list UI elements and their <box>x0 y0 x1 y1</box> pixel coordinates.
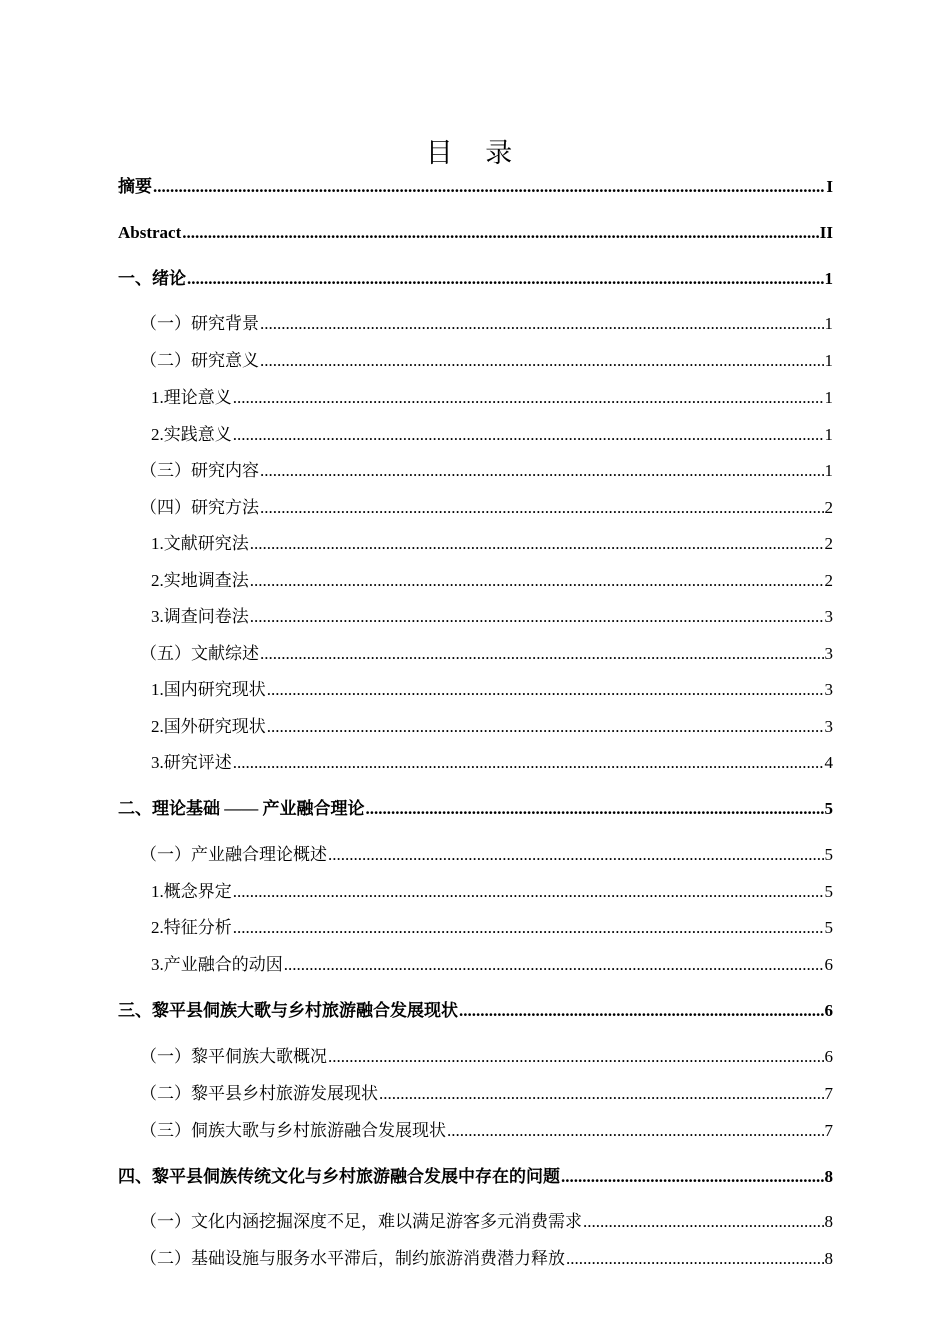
toc-entry[interactable] <box>118 268 833 290</box>
toc-entry[interactable] <box>118 798 833 820</box>
toc-page-number: 1 <box>824 314 833 333</box>
toc-dot-leader <box>366 798 824 820</box>
toc-page-number: 5 <box>824 799 833 818</box>
toc-entry-label: （一）黎平侗族大歌概况 <box>140 1047 327 1066</box>
toc-dot-leader <box>233 387 824 409</box>
toc-entry[interactable] <box>140 1083 833 1105</box>
toc-entry-label: 1.文献研究法 <box>151 534 249 553</box>
toc-page-number: 8 <box>824 1212 833 1231</box>
toc-entry-label: （二）研究意义 <box>140 351 259 370</box>
toc-entry-label: 2.实地调查法 <box>151 571 249 590</box>
toc-entry-label: 一、绪论 <box>118 269 186 288</box>
toc-dot-leader <box>447 1120 824 1142</box>
toc-title: 目 录 <box>425 138 525 169</box>
toc-dot-leader <box>583 1211 824 1233</box>
toc-entry-label: （二）基础设施与服务水平滞后，制约旅游消费潜力释放 <box>140 1249 565 1268</box>
toc-entry-label: （一）产业融合理论概述 <box>140 845 327 864</box>
toc-page-number: 1 <box>824 269 833 288</box>
toc-dot-leader <box>267 679 824 701</box>
toc-page-number: 1 <box>824 461 833 480</box>
toc-page-number: 5 <box>824 918 833 937</box>
toc-entry[interactable] <box>118 1166 833 1188</box>
toc-dot-leader <box>267 716 824 738</box>
toc-entry-label: （三）侗族大歌与乡村旅游融合发展现状 <box>140 1121 446 1140</box>
toc-dot-leader <box>233 424 824 446</box>
toc-entry-label: 2.国外研究现状 <box>151 717 266 736</box>
toc-page-number: 6 <box>824 955 833 974</box>
toc-entry[interactable] <box>151 917 833 939</box>
toc-entry-label: 3.研究评述 <box>151 753 232 772</box>
toc-entry[interactable] <box>140 1211 833 1233</box>
toc-dot-leader <box>233 752 824 774</box>
toc-dot-leader <box>250 570 824 592</box>
toc-entry[interactable] <box>151 570 833 592</box>
toc-page-number: 3 <box>824 644 833 663</box>
toc-page-number: 5 <box>824 845 833 864</box>
toc-page-number: 3 <box>824 717 833 736</box>
toc-entry[interactable] <box>151 954 833 976</box>
toc-page-number: 3 <box>824 607 833 626</box>
toc-entry[interactable] <box>140 460 833 482</box>
toc-entry[interactable] <box>151 533 833 555</box>
toc-dot-leader <box>250 606 824 628</box>
toc-page-number: 6 <box>824 1001 833 1020</box>
toc-dot-leader <box>260 643 824 665</box>
toc-entry[interactable] <box>151 606 833 628</box>
toc-dot-leader <box>566 1248 824 1270</box>
toc-entry[interactable] <box>140 313 833 335</box>
toc-entry-label: 1.理论意义 <box>151 388 232 407</box>
toc-entry[interactable] <box>140 1046 833 1068</box>
toc-dot-leader <box>182 222 819 244</box>
toc-entry[interactable] <box>151 881 833 903</box>
toc-page-number: 8 <box>824 1249 833 1268</box>
toc-entry-label: 摘要 <box>118 177 152 196</box>
toc-page-number: I <box>826 177 833 196</box>
toc-page-number: 5 <box>824 882 833 901</box>
toc-page-number: 6 <box>824 1047 833 1066</box>
toc-dot-leader <box>187 268 824 290</box>
toc-dot-leader <box>379 1083 824 1105</box>
toc-entry[interactable] <box>118 176 833 198</box>
toc-page-number: 8 <box>824 1167 833 1186</box>
toc-entry[interactable] <box>140 350 833 372</box>
toc-page-number: 2 <box>824 498 833 517</box>
toc-entry-label: 2.特征分析 <box>151 918 232 937</box>
toc-entry[interactable] <box>151 679 833 701</box>
toc-entry[interactable] <box>151 716 833 738</box>
toc-entry-label: 2.实践意义 <box>151 425 232 444</box>
toc-entry[interactable] <box>140 1120 833 1142</box>
toc-dot-leader <box>260 313 824 335</box>
toc-entry[interactable] <box>140 497 833 519</box>
toc-entry-label: 3.产业融合的动因 <box>151 955 283 974</box>
toc-dot-leader <box>284 954 824 976</box>
toc-entry-label: 三、黎平县侗族大歌与乡村旅游融合发展现状 <box>118 1001 458 1020</box>
toc-dot-leader <box>250 533 824 555</box>
toc-entry-label: 3.调查问卷法 <box>151 607 249 626</box>
toc-entry-label: 四、黎平县侗族传统文化与乡村旅游融合发展中存在的问题 <box>118 1167 560 1186</box>
toc-dot-leader <box>233 917 824 939</box>
toc-dot-leader <box>328 844 824 866</box>
toc-page-number: 1 <box>824 388 833 407</box>
toc-dot-leader <box>260 460 824 482</box>
toc-entry[interactable] <box>151 387 833 409</box>
toc-dot-leader <box>233 881 824 903</box>
toc-page-number: II <box>819 223 833 242</box>
toc-page-number: 4 <box>824 753 833 772</box>
toc-dot-leader <box>153 176 825 198</box>
toc-entry-label: 1.概念界定 <box>151 882 232 901</box>
toc-entry[interactable] <box>151 424 833 446</box>
toc-page-number: 7 <box>824 1084 833 1103</box>
toc-page-number: 1 <box>824 351 833 370</box>
toc-entry-label: （五）文献综述 <box>140 644 259 663</box>
toc-entry[interactable] <box>151 752 833 774</box>
toc-dot-leader <box>260 497 824 519</box>
toc-dot-leader <box>561 1166 824 1188</box>
toc-entry[interactable] <box>140 1248 833 1270</box>
toc-page-number: 2 <box>824 534 833 553</box>
toc-entry[interactable] <box>118 222 833 244</box>
toc-entry-label: （二）黎平县乡村旅游发展现状 <box>140 1084 378 1103</box>
toc-dot-leader <box>328 1046 824 1068</box>
toc-entry-label: （一）研究背景 <box>140 314 259 333</box>
toc-page-number: 3 <box>824 680 833 699</box>
toc-page-number: 1 <box>824 425 833 444</box>
toc-dot-leader <box>260 350 824 372</box>
toc-entry-label: 二、理论基础 —— 产业融合理论 <box>118 799 365 818</box>
toc-page-number: 2 <box>824 571 833 590</box>
toc-entry-label: （一）文化内涵挖掘深度不足，难以满足游客多元消费需求 <box>140 1212 582 1231</box>
toc-entry[interactable] <box>118 1000 833 1022</box>
toc-entry-label: （三）研究内容 <box>140 461 259 480</box>
toc-page-number: 7 <box>824 1121 833 1140</box>
toc-entry[interactable] <box>140 643 833 665</box>
toc-dot-leader <box>459 1000 824 1022</box>
toc-entry[interactable] <box>140 844 833 866</box>
toc-entry-label: Abstract <box>118 223 182 242</box>
toc-entry-label: 1.国内研究现状 <box>151 680 266 699</box>
toc-entry-label: （四）研究方法 <box>140 498 259 517</box>
